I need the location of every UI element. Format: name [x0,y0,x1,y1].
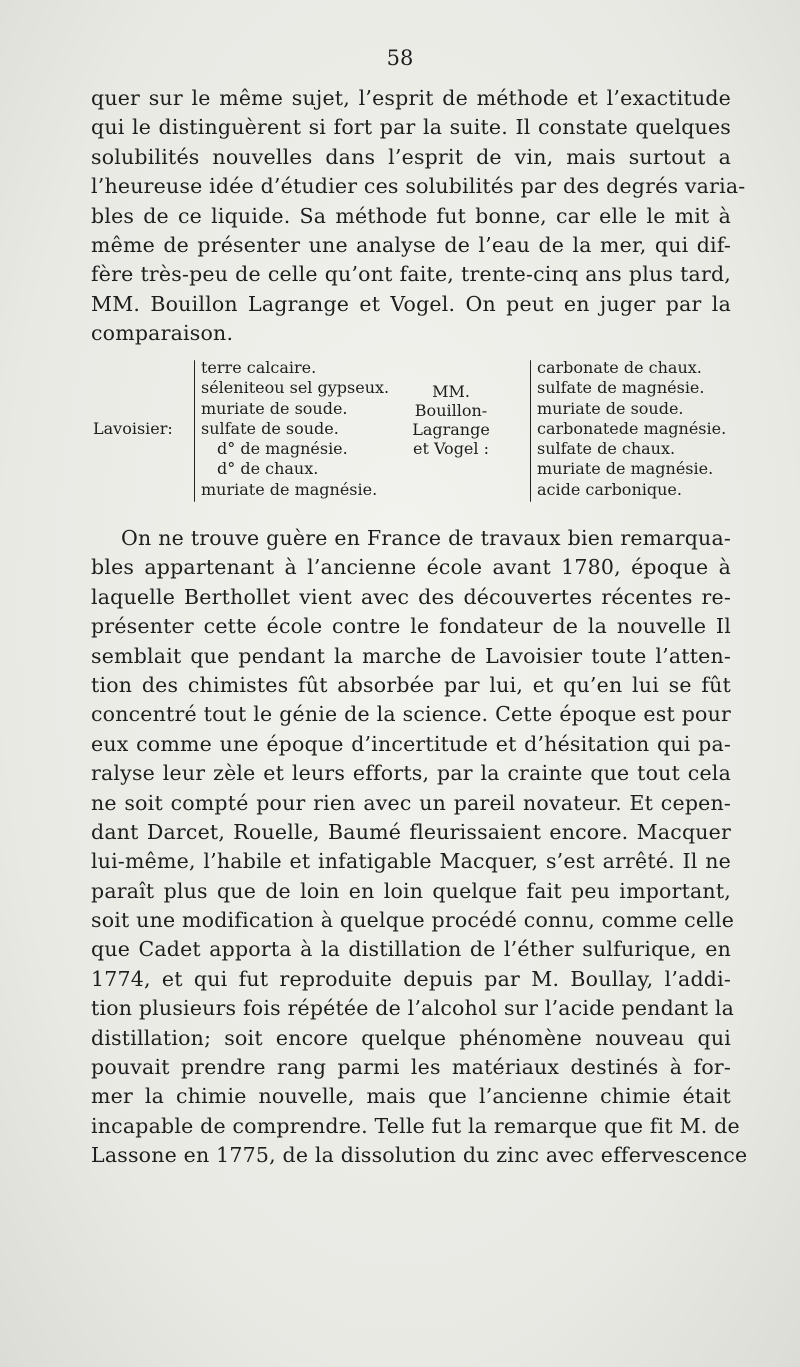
text-line: MM. Bouillon Lagrange et Vogel. On peut en juger par la [91,291,731,316]
text-line: pouvait prendre rang parmi les matériaux destinés à for- [91,1055,731,1080]
list-item: muriate de magnésie. [537,459,714,479]
text-line: 1774, et qui fut reproduite depuis par M. Boullay, l’addi- [91,966,731,991]
bouillon-vogel-list [537,358,726,500]
paragraph-2 [91,524,748,1171]
text-line: Lassone en 1775, de la dissolution du zinc avec effervescence [91,1143,748,1168]
list-item: d° de magnésie. [217,439,348,459]
text-line: solubilités nouvelles dans l’esprit de vin, mais surtout a [91,144,731,169]
list-item: sulfate de magnésie. [537,378,705,398]
text-line: bles appartenant à l’ancienne école avant 1780, époque à [91,555,731,580]
text-line: fère très-peu de celle qu’ont faite, trente-cinq ans plus tard, [91,262,731,287]
bouillon-vogel-label [408,382,494,458]
left-brace [194,360,195,502]
text-line: eux comme une époque d’incertitude et d’hésitation qui pa- [91,731,731,756]
text-line: ne soit compté pour rien avec un pareil novateur. Et cepen- [91,790,731,815]
text-line: incapable de comprendre. Telle fut la remarque que fit M. de [91,1113,740,1138]
text-line: même de présenter une analyse de l’eau de la mer, qui dif- [91,232,731,257]
text-line: concentré tout le génie de la science. Cette époque est pour [91,702,731,727]
text-line: comparaison. [91,321,234,346]
label-line: et Vogel : [412,439,489,458]
text-line: mer la chimie nouvelle, mais que l’ancienne chimie était [91,1084,731,1109]
list-item: sulfate de soude. [201,418,339,438]
list-item: d° de chaux. [217,459,319,479]
text-line: tion plusieurs fois répétée de l’alcohol sur l’acide pendant la [91,996,735,1021]
list-item: carbonate de chaux. [537,358,702,377]
label-line: Lagrange [412,420,490,439]
text-line: laquelle Berthollet vient avec des découvertes récentes re- [91,584,731,609]
list-item: sulfate de chaux. [537,439,676,459]
text-line: dant Darcet, Rouelle, Baumé fleurissaient encore. Macquer [91,819,731,844]
text-line: ralyse leur zèle et leurs efforts, par la crainte que tout cela [91,761,731,786]
label-line: MM. [432,382,470,401]
text-line: quer sur le même sujet, l’esprit de méthode et l’exactitude [91,86,731,110]
text-line: tion des chimistes fût absorbée par lui, et qu’en lui se fût [91,672,731,697]
text-line: On ne trouve guère en France de travaux bien remarqua- [121,526,731,550]
lavoisier-label: Lavoisier: [93,419,173,438]
lavoisier-list [201,358,389,500]
list-item: acide carbonique. [537,479,682,499]
right-brace [530,360,531,502]
text-line: paraît plus que de loin en loin quelque fait peu important, [91,878,731,903]
text-line: distillation; soit encore quelque phénomène nouveau qui [91,1025,731,1050]
text-line: présenter cette école contre le fondateur de la nouvelle Il [91,614,731,639]
text-line: semblait que pendant la marche de Lavoisier toute l’atten- [91,643,731,668]
text-line: soit une modification à quelque procédé connu, comme celle [91,908,735,933]
paragraph-1 [91,84,746,349]
text-line: qui le distinguèrent si fort par la suite. Il constate quelques [91,115,731,140]
page-number: 58 [386,46,414,70]
list-item: muriate de soude. [201,398,348,418]
text-line: l’heureuse idée d’étudier ces solubilités par des degrés varia- [91,174,746,199]
list-item: muriate de magnésie. [201,479,378,499]
text-line: bles de ce liquide. Sa méthode fut bonne, car elle le mit à [91,203,731,228]
list-item: terre calcaire. [201,358,317,377]
comparison-table [88,358,738,508]
label-line: Bouillon- [414,401,488,420]
text-line: que Cadet apporta à la distillation de l’éther sulfurique, en [91,937,731,962]
list-item: séleniteou sel gypseux. [201,378,390,398]
list-item: muriate de soude. [537,398,684,418]
list-item: carbonatede magnésie. [537,418,727,438]
text-line: lui-même, l’habile et infatigable Macquer, s’est arrêté. Il ne [91,849,731,874]
